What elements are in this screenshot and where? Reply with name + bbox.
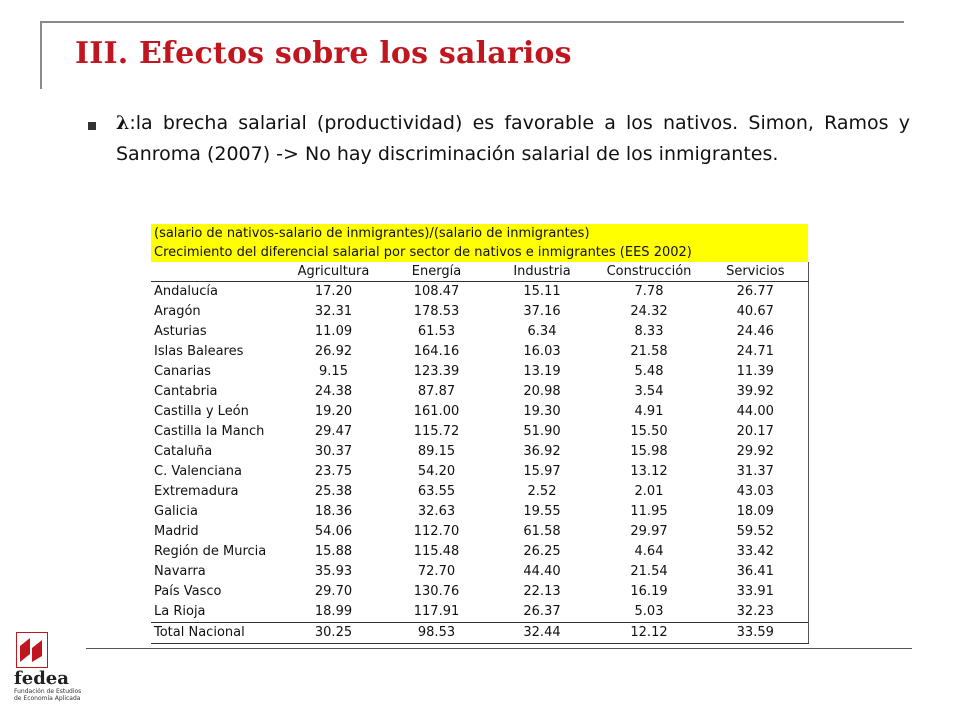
total-row [151, 623, 808, 644]
value-cell: 21.58 [630, 344, 668, 359]
region-cell: Andalucía [154, 284, 218, 299]
value-cell: 72.70 [417, 564, 456, 579]
table-row [151, 322, 808, 342]
value-cell: 61.58 [523, 524, 561, 539]
region-cell: Galicia [154, 504, 198, 519]
value-cell: 123.39 [413, 364, 460, 379]
value-cell: 20.98 [523, 384, 561, 399]
value-cell: 51.90 [523, 424, 561, 439]
value-cell: 15.50 [630, 424, 668, 439]
fedea-logo-icon [16, 632, 48, 668]
value-cell: 23.75 [314, 464, 353, 479]
value-cell: 29.92 [703, 442, 808, 462]
value-cell: 8.33 [634, 324, 664, 339]
fedea-logo [12, 632, 82, 714]
square-bullet-icon [88, 122, 96, 130]
value-cell: 29.47 [314, 424, 353, 439]
table-row [151, 502, 808, 522]
header-cell: Servicios [703, 262, 808, 282]
table-row [151, 342, 808, 362]
table-row [151, 422, 808, 442]
wage-gap-table [151, 224, 808, 644]
table-caption-1: (salario de nativos-salario de inmigrantes)/(salario de inmigrantes) [151, 224, 808, 243]
region-cell: Islas Baleares [154, 344, 244, 359]
bottom-divider [86, 648, 912, 649]
total-label-cell: Total Nacional [151, 623, 283, 644]
table-row [151, 562, 808, 582]
value-cell: 19.20 [314, 404, 353, 419]
value-cell: 25.38 [314, 484, 353, 499]
value-cell: 4.91 [634, 404, 664, 419]
header-cell: Energía [384, 262, 489, 282]
value-cell: 54.06 [314, 524, 353, 539]
table-caption-2: Crecimiento del diferencial salarial por sector de nativos e inmigrantes (EES 2002) [151, 243, 808, 262]
header-cell: Agricultura [283, 262, 384, 282]
header-cell [151, 262, 283, 282]
header-cell: Industria [489, 262, 595, 282]
table-row [151, 282, 808, 303]
value-cell: 37.16 [523, 304, 561, 319]
table-row [151, 482, 808, 502]
slide-title: III. Efectos sobre los salarios [75, 36, 572, 71]
value-cell: 39.92 [703, 382, 808, 402]
value-cell: 63.55 [417, 484, 456, 499]
value-cell: 26.25 [523, 544, 561, 559]
value-cell: 16.19 [630, 584, 668, 599]
table-row [151, 522, 808, 542]
value-cell: 26.37 [523, 604, 561, 619]
region-cell: País Vasco [154, 584, 222, 599]
value-cell: 40.67 [703, 302, 808, 322]
value-cell: 87.87 [417, 384, 456, 399]
value-cell: 24.32 [630, 304, 668, 319]
region-cell: Cantabria [154, 384, 218, 399]
table-header-row [151, 262, 808, 282]
value-cell: 15.98 [630, 444, 668, 459]
value-cell: 164.16 [413, 344, 460, 359]
region-cell: Asturias [154, 324, 207, 339]
value-cell: 115.48 [413, 544, 460, 559]
table-row [151, 602, 808, 623]
total-value-cell: 30.25 [283, 623, 384, 644]
value-cell: 13.19 [523, 364, 561, 379]
value-cell: 178.53 [413, 304, 460, 319]
value-cell: 89.15 [417, 444, 456, 459]
table-row [151, 462, 808, 482]
value-cell: 26.92 [314, 344, 353, 359]
value-cell: 16.03 [523, 344, 561, 359]
value-cell: 33.42 [703, 542, 808, 562]
value-cell: 33.91 [703, 582, 808, 602]
region-cell: Cataluña [154, 444, 213, 459]
region-cell: La Rioja [154, 604, 206, 619]
value-cell: 17.20 [314, 284, 353, 299]
region-cell: Madrid [154, 524, 199, 539]
region-cell: Extremadura [154, 484, 239, 499]
value-cell: 24.38 [314, 384, 353, 399]
value-cell: 117.91 [413, 604, 460, 619]
value-cell: 32.63 [417, 504, 456, 519]
region-cell: Navarra [154, 564, 206, 579]
value-cell: 43.03 [703, 482, 808, 502]
total-value-cell: 32.44 [489, 623, 595, 644]
region-cell: Región de Murcia [154, 544, 267, 559]
region-cell: Castilla la Manch [154, 424, 265, 439]
region-cell: Castilla y León [154, 404, 249, 419]
value-cell: 36.92 [523, 444, 561, 459]
value-cell: 54.20 [417, 464, 456, 479]
lambda-symbol: λ [116, 112, 130, 134]
value-cell: 32.23 [703, 602, 808, 623]
value-cell: 18.99 [314, 604, 353, 619]
value-cell: 7.78 [634, 284, 664, 299]
value-cell: 9.15 [319, 364, 348, 379]
header-cell: Construcción [595, 262, 703, 282]
data-table [151, 224, 809, 644]
value-cell: 19.55 [523, 504, 561, 519]
table-row [151, 402, 808, 422]
value-cell: 26.77 [703, 282, 808, 303]
table-row [151, 442, 808, 462]
table-row [151, 382, 808, 402]
value-cell: 3.54 [634, 384, 664, 399]
table-row [151, 582, 808, 602]
value-cell: 30.37 [314, 444, 353, 459]
value-cell: 108.47 [413, 284, 460, 299]
value-cell: 13.12 [630, 464, 668, 479]
value-cell: 36.41 [703, 562, 808, 582]
total-value-cell: 98.53 [384, 623, 489, 644]
value-cell: 115.72 [413, 424, 460, 439]
value-cell: 22.13 [523, 584, 561, 599]
value-cell: 4.64 [634, 544, 664, 559]
value-cell: 61.53 [417, 324, 456, 339]
bullet-text: :la brecha salarial (productividad) es favorable a los nativos. Simon, Ramos y Sanroma (2007) -> No hay discriminación salarial de los inmigrantes. [116, 112, 910, 165]
value-cell: 24.71 [703, 342, 808, 362]
value-cell: 21.54 [630, 564, 668, 579]
region-cell: Aragón [154, 304, 201, 319]
value-cell: 18.09 [703, 502, 808, 522]
value-cell: 112.70 [413, 524, 460, 539]
region-cell: Canarias [154, 364, 211, 379]
value-cell: 29.97 [630, 524, 668, 539]
table-row [151, 362, 808, 382]
value-cell: 6.34 [527, 324, 557, 339]
value-cell: 161.00 [413, 404, 460, 419]
bullet-paragraph [116, 108, 910, 170]
value-cell: 15.97 [523, 464, 561, 479]
value-cell: 44.00 [703, 402, 808, 422]
table-row [151, 542, 808, 562]
top-frame-line [40, 21, 904, 23]
value-cell: 2.01 [634, 484, 664, 499]
left-frame-line [40, 21, 42, 89]
total-value-cell: 12.12 [595, 623, 703, 644]
logo-name: fedea [14, 668, 69, 689]
value-cell: 5.03 [634, 604, 664, 619]
value-cell: 24.46 [703, 322, 808, 342]
value-cell: 31.37 [703, 462, 808, 482]
value-cell: 11.39 [703, 362, 808, 382]
total-value-cell: 33.59 [703, 623, 808, 644]
value-cell: 15.88 [314, 544, 353, 559]
value-cell: 20.17 [703, 422, 808, 442]
logo-subtitle: Fundación de Estudios de Economía Aplicada [14, 688, 82, 702]
value-cell: 19.30 [523, 404, 561, 419]
value-cell: 18.36 [314, 504, 353, 519]
value-cell: 2.52 [527, 484, 557, 499]
value-cell: 15.11 [523, 284, 561, 299]
value-cell: 11.95 [630, 504, 668, 519]
table-row [151, 302, 808, 322]
value-cell: 32.31 [314, 304, 353, 319]
value-cell: 44.40 [523, 564, 561, 579]
region-cell: C. Valenciana [154, 464, 242, 479]
value-cell: 5.48 [634, 364, 664, 379]
value-cell: 29.70 [314, 584, 353, 599]
value-cell: 35.93 [314, 564, 353, 579]
value-cell: 59.52 [703, 522, 808, 542]
value-cell: 130.76 [413, 584, 460, 599]
value-cell: 11.09 [314, 324, 353, 339]
